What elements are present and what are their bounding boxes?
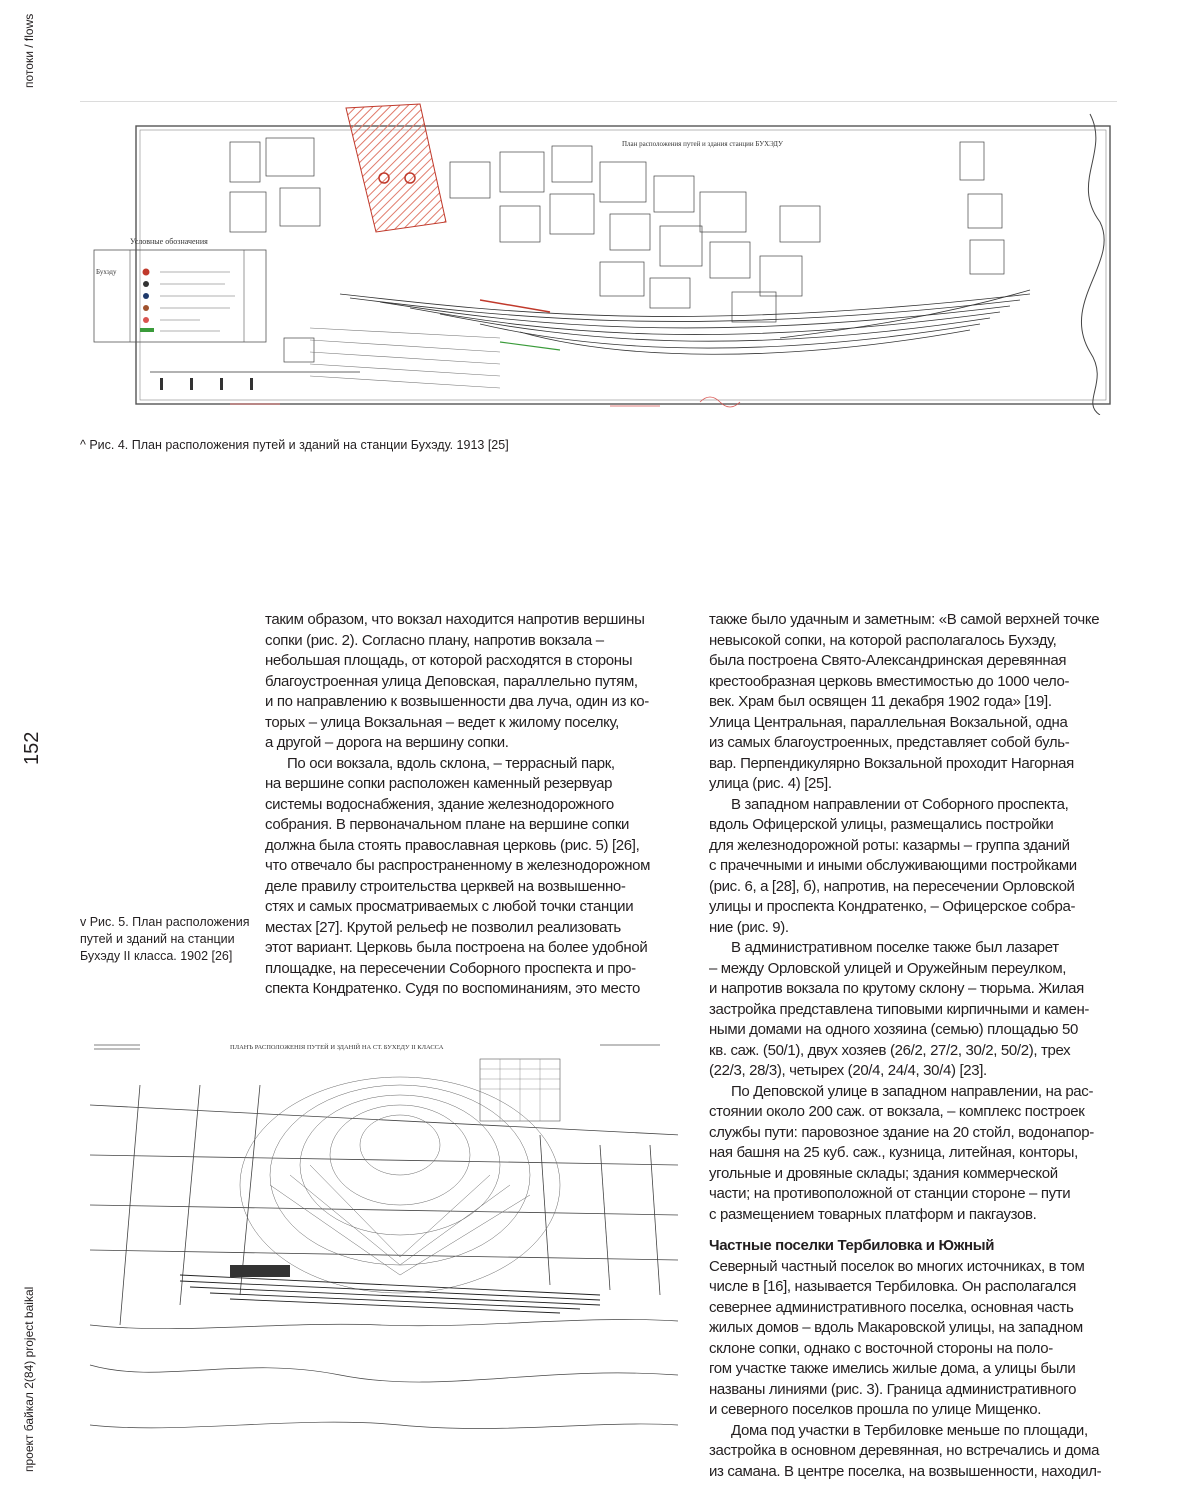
figure-4-drawing: [80, 102, 1117, 415]
paragraph: По оси вокзала, вдоль склона, – террасный парк, на вершине сопки расположен каменный резервуар системы водоснабжения, здание железнодорожного собрания. В первоначальном плане на вершине сопки должна была стоять православная церковь (рис. 5) [26], что отвечало бы распространенному в железнодорожном деле правилу строительства церквей на возвышенно- стях и самых просматриваемых с любой точки станции местах [27]. Крутой рельеф не позволил реализовать этот вариант. Церковь была построена на более удобной площадке, на пересечении Соборного проспекта и про- спекта Кондратенко. Судя по воспоминаниям, это место: [265, 754, 685, 1000]
figure-4-caption: ^ Рис. 4. План расположения путей и зданий на станции Бухэду. 1913 [25]: [80, 437, 509, 454]
text-column-right: [709, 610, 1129, 1482]
section-heading: Частные поселки Тербиловка и Южный: [709, 1236, 1129, 1257]
figure-5-title: ПЛАНЪ РАСПОЛОЖЕНIЯ ПУТЕЙ И ЗДАНIЙ НА СТ. БУХЕДУ II КЛАССА: [230, 1043, 444, 1051]
paragraph: таким образом, что вокзал находится напротив вершины сопки (рис. 2). Согласно плану, напротив вокзала – небольшая площадь, от которой расходятся в стороны благоустроенная улица Деповская, параллельно путям, и по направлению к возвышенности два луча, один из ко- торых – улица Вокзальная – ведет к жилому поселку, а другой – дорога на вершину сопки.: [265, 610, 685, 754]
journal-label: проект байкал 2(84) project baikal: [22, 1287, 36, 1472]
paragraph: По Деповской улице в западном направлении, на рас- стоянии около 200 саж. от вокзала, – комплекс построек службы пути: паровозное здание на 20 стойл, водонапор- ная башня на 25 куб. саж., кузница, литейная, конторы, угольные и дровяные склады; здания коммерческой части; на противоположной от станции стороне – пути с размещением товарных платформ и пакгаузов.: [709, 1082, 1129, 1226]
paragraph: Дома под участки в Тербиловке меньше по площади, застройка в основном деревянная, но встречались и дома из самана. В центре поселка, на возвышенности, находил-: [709, 1421, 1129, 1483]
text-column-middle: [265, 610, 685, 1000]
legend-title: Условные обозначения: [130, 237, 208, 246]
paragraph: Северный частный поселок во многих источниках, в том числе в [16], называется Тербиловка. Он располагался севернее административного поселка, основная часть жилых домов – вдоль Макаровской улицы, на западном склоне сопки, однако с восточной стороны на поло- гом участке также имелись жилые дома, а улицы были названы линиями (рис. 3). Граница административного и северного поселков прошла по улице Мищенко.: [709, 1257, 1129, 1421]
figure-4-station-plan: [80, 101, 1117, 415]
figure-4-title: План расположения путей и здания станции БУХЭДУ: [622, 140, 783, 148]
figure-5-drawing: [80, 1025, 678, 1466]
paragraph: В административном поселке также был лазарет – между Орловской улицей и Оружейным переулком, и напротив вокзала по крутому склону – тюрьма. Жилая застройка представлена типовыми кирпичными и камен- ными домами на одного хозяина (семью) площадью 50 кв. саж. (50/1), двух хозяев (26/2, 27/2, 30/2, 50/2), трех (22/3, 28/3), четырех (20/4, 24/4, 30/4) [23].: [709, 938, 1129, 1082]
figure-5-caption: v Рис. 5. План расположения путей и зданий на станции Бухэду II класса. 1902 [26]: [80, 914, 250, 965]
figure-5-station-plan: [80, 1025, 678, 1466]
paragraph: также было удачным и заметным: «В самой верхней точке невысокой сопки, на которой располагалось Бухэду, была построена Свято-Александринская деревянная крестообразная церковь вместимостью до 1000 чело- век. Храм был освящен 11 декабря 1902 года» [19]. Улица Центральная, параллельная Вокзальной, одна из самых благоустроенных, представляет собой буль- вар. Перпендикулярно Вокзальной проходит Нагорная улица (рис. 4) [25].: [709, 610, 1129, 795]
legend-station: Бухэду: [96, 268, 117, 276]
page-number: 152: [21, 732, 44, 765]
section-label: потоки / flows: [22, 14, 36, 88]
paragraph: В западном направлении от Соборного проспекта, вдоль Офицерской улицы, размещались постройки для железнодорожной роты: казармы – группа зданий с прачечными и иными обслуживающими постройками (рис. 6, а [28], б), напротив, на пересечении Орловской улицы и проспекта Кондратенко, – Офицерское собра- ние (рис. 9).: [709, 795, 1129, 939]
